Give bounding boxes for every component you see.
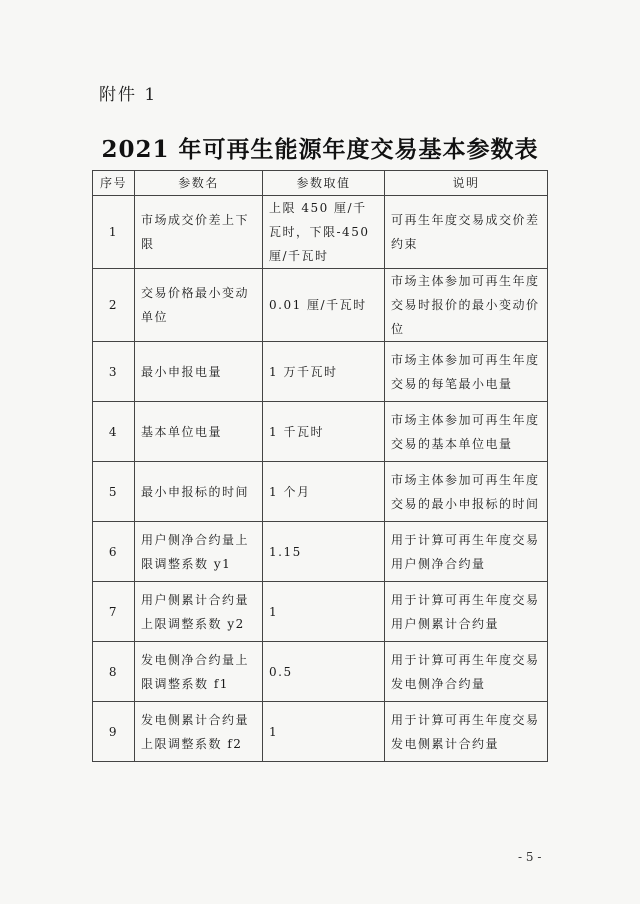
table-row	[93, 522, 548, 582]
row-number: 6	[93, 522, 135, 582]
parameter-name: 发电侧累计合约量上限调整系数 f2	[135, 702, 263, 762]
parameter-description: 用于计算可再生年度交易用户侧累计合约量	[385, 582, 548, 642]
table-row	[93, 642, 548, 702]
header-parameter-value: 参数取值	[263, 171, 385, 196]
header-description: 说明	[385, 171, 548, 196]
table-row	[93, 702, 548, 762]
parameter-value: 1	[263, 702, 385, 762]
parameter-description: 市场主体参加可再生年度交易的每笔最小电量	[385, 342, 548, 402]
parameter-name: 用户侧净合约量上限调整系数 y1	[135, 522, 263, 582]
parameter-value: 0.5	[263, 642, 385, 702]
parameter-table	[92, 170, 548, 762]
parameter-description: 用于计算可再生年度交易发电侧净合约量	[385, 642, 548, 702]
parameter-description: 市场主体参加可再生年度交易时报价的最小变动价位	[385, 269, 548, 342]
parameter-name: 最小申报电量	[135, 342, 263, 402]
parameter-description: 市场主体参加可再生年度交易的最小申报标的时间	[385, 462, 548, 522]
document-title: 2021 年可再生能源年度交易基本参数表	[101, 136, 539, 163]
row-number: 7	[93, 582, 135, 642]
row-number: 3	[93, 342, 135, 402]
parameter-name: 用户侧累计合约量上限调整系数 y2	[135, 582, 263, 642]
parameter-value: 1 个月	[263, 462, 385, 522]
table-row	[93, 269, 548, 342]
table-row	[93, 402, 548, 462]
parameter-value: 1.15	[263, 522, 385, 582]
row-number: 8	[93, 642, 135, 702]
table-row	[93, 462, 548, 522]
table-row	[93, 582, 548, 642]
parameter-value: 0.01 厘/千瓦时	[263, 269, 385, 342]
page-number: - 5 -	[518, 850, 542, 864]
attachment-label: 附件 1	[99, 85, 158, 105]
row-number: 2	[93, 269, 135, 342]
parameter-description: 市场主体参加可再生年度交易的基本单位电量	[385, 402, 548, 462]
row-number: 9	[93, 702, 135, 762]
parameter-name: 交易价格最小变动单位	[135, 269, 263, 342]
header-number: 序号	[93, 171, 135, 196]
parameter-value: 1 千瓦时	[263, 402, 385, 462]
table-header-row	[93, 171, 548, 196]
parameter-name: 市场成交价差上下限	[135, 196, 263, 269]
parameter-value: 上限 450 厘/千瓦时，下限-450 厘/千瓦时	[263, 196, 385, 269]
row-number: 5	[93, 462, 135, 522]
parameter-name: 发电侧净合约量上限调整系数 f1	[135, 642, 263, 702]
row-number: 1	[93, 196, 135, 269]
parameter-description: 可再生年度交易成交价差约束	[385, 196, 548, 269]
row-number: 4	[93, 402, 135, 462]
parameter-description: 用于计算可再生年度交易发电侧累计合约量	[385, 702, 548, 762]
table-row	[93, 196, 548, 269]
header-parameter-name: 参数名	[135, 171, 263, 196]
parameter-value: 1 万千瓦时	[263, 342, 385, 402]
parameter-name: 基本单位电量	[135, 402, 263, 462]
parameter-name: 最小申报标的时间	[135, 462, 263, 522]
parameter-description: 用于计算可再生年度交易用户侧净合约量	[385, 522, 548, 582]
parameter-value: 1	[263, 582, 385, 642]
table-row	[93, 342, 548, 402]
